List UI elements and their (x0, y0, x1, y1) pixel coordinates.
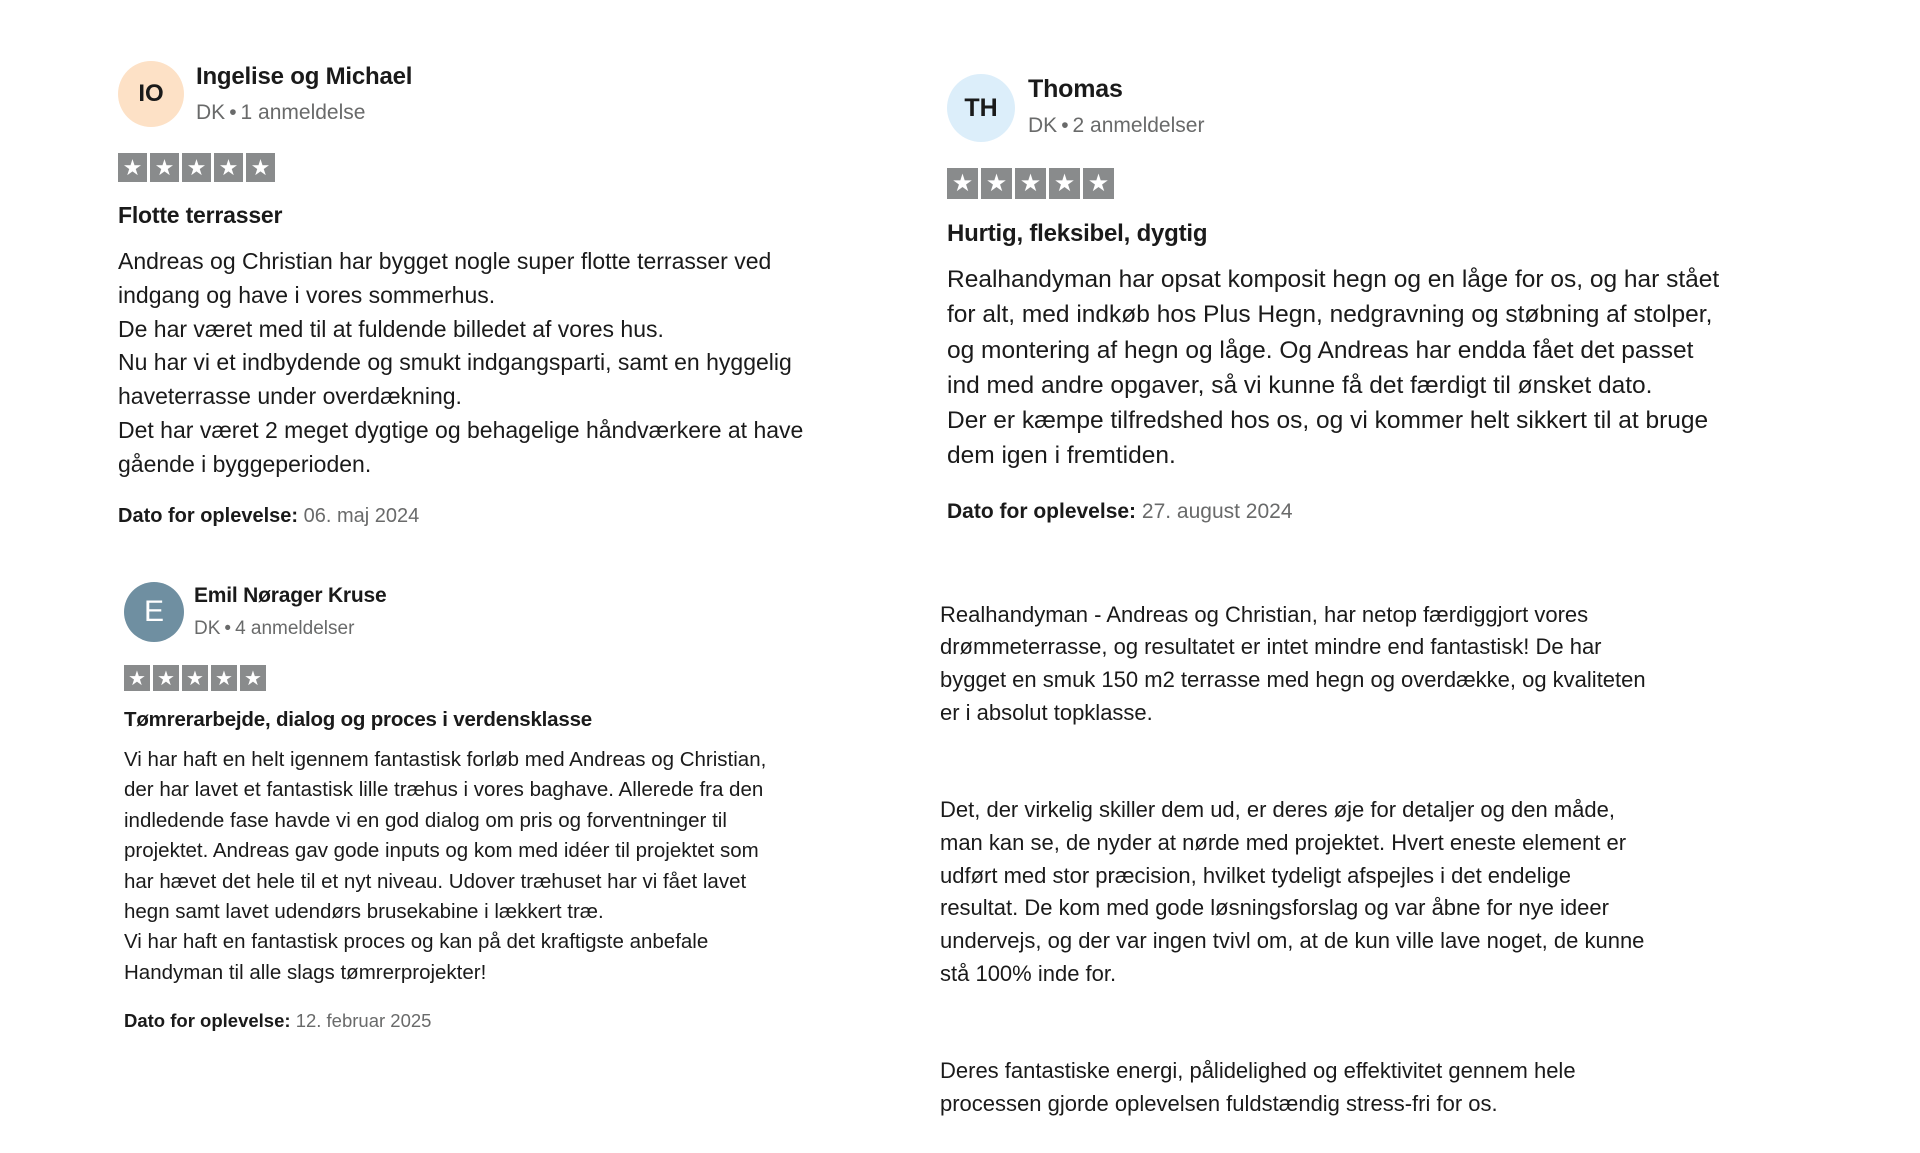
reviewer-country: DK (1028, 114, 1058, 137)
meta-separator: • (229, 101, 237, 124)
star-icon: ★ (1049, 168, 1080, 199)
review-body: Vi har haft en helt igennem fantastisk forløb med Andreas og Christian, der har lavet et fantastisk lille træhus i vores baghave. Allerede fra den indledende fase havde vi en god dialog om pris og forventninger til projektet. Andreas gav gode inputs og kom med idéer til projektet som har hævet det hele til et nyt niveau. Udover træhuset har vi fået lavet hegn samt lavet udendørs brusekabine i lækkert træ. Vi har haft en fantastisk proces og kan på det kraftigste anbefale Handyman til alle slags tømrerprojekter! (124, 748, 767, 984)
star-icon: ★ (246, 153, 275, 182)
star-icon: ★ (1015, 168, 1046, 199)
avatar[interactable] (124, 582, 184, 642)
reviewer-review-count[interactable]: 1 anmeldelse (240, 101, 366, 124)
star-icon: ★ (240, 665, 266, 691)
star-icon: ★ (153, 665, 179, 691)
review-title[interactable]: Tømrerarbejde, dialog og proces i verdensklasse (124, 708, 592, 731)
reviewer-review-count[interactable]: 4 anmeldelser (235, 618, 355, 639)
star-icon: ★ (150, 153, 179, 182)
reviewer-name[interactable]: Ingelise og Michael (196, 63, 413, 90)
experience-date (124, 1010, 431, 1032)
star-icon: ★ (182, 153, 211, 182)
avatar-initials: E (143, 595, 164, 628)
review-paragraph: Realhandyman - Andreas og Christian, har netop færdiggjort vores drømmeterrasse, og resultatet er intet mindre end fantastisk! De har bygget en smuk 150 m2 terrasse med hegn og overdække, og kvaliteten er i absolut topklasse. (940, 601, 1646, 725)
experience-label: Dato for oplevelse: (124, 1010, 291, 1031)
reviewer-name[interactable]: Emil Nørager Kruse (194, 584, 387, 607)
avatar[interactable] (118, 61, 184, 127)
review-paragraph: Deres fantastiske energi, pålidelighed og effektivitet gennem hele processen gjorde oplevelsen fuldstændig stress-fri for os. (940, 1058, 1576, 1116)
star-icon: ★ (1083, 168, 1114, 199)
experience-label: Dato for oplevelse: (947, 500, 1137, 523)
star-icon: ★ (947, 168, 978, 199)
reviewer-country: DK (194, 618, 221, 639)
star-icon: ★ (981, 168, 1012, 199)
star-rating (118, 153, 275, 182)
review-paragraph: Det, der virkelig skiller dem ud, er deres øje for detaljer og den måde, man kan se, de nyder at nørde med projektet. Hvert eneste element er udført med stor præcision, hvilket tydeligt afspejles i det endelige resultat. De kom med gode løsningsforslag og var åbne for nye ideer undervejs, og der var ingen tvivl om, at de kun ville lave noget, de kunne stå 100% inde for. (940, 797, 1645, 986)
review-body: Realhandyman har opsat komposit hegn og en låge for os, og har stået for alt, med indkøb hos Plus Hegn, nedgravning og støbning af stolper, og montering af hegn og låge. Og Andreas har endda fået det passet ind med andre opgaver, så vi kunne få det færdigt til ønsket dato. Der er kæmpe tilfredshed hos os, og vi kommer helt sikkert til at bruge dem igen i fremtiden. (947, 266, 1720, 470)
star-icon: ★ (124, 665, 150, 691)
reviewer-review-count[interactable]: 2 anmeldelser (1072, 114, 1205, 137)
review-text-block (940, 566, 1840, 1153)
experience-value: 12. februar 2025 (295, 1010, 432, 1031)
experience-label: Dato for oplevelse: (118, 505, 299, 527)
experience-date (118, 505, 419, 528)
experience-value: 27. august 2024 (1141, 500, 1293, 523)
avatar-initials: IO (138, 80, 164, 107)
reviewer-meta (196, 101, 365, 125)
review-title[interactable]: Flotte terrasser (118, 202, 283, 228)
reviewer-meta (194, 618, 354, 640)
review-body: Andreas og Christian har bygget nogle super flotte terrasser ved indgang og have i vores sommerhus. De har været med til at fuldende billedet af vores hus. Nu har vi et indbydende og smukt indgangsparti, samt en hyggelig haveterrasse under overdækning. Det har været 2 meget dygtige og behagelige håndværkere at have gående i byggeperioden. (118, 248, 804, 477)
star-rating (947, 168, 1114, 199)
avatar-initials: TH (964, 93, 998, 122)
reviewer-name[interactable]: Thomas (1028, 75, 1123, 103)
star-rating (124, 665, 266, 691)
experience-date (947, 500, 1293, 524)
experience-value: 06. maj 2024 (303, 505, 420, 527)
star-icon: ★ (211, 665, 237, 691)
star-icon: ★ (214, 153, 243, 182)
star-icon: ★ (182, 665, 208, 691)
avatar[interactable] (947, 74, 1015, 142)
reviewer-meta (1028, 114, 1204, 138)
reviewer-country: DK (196, 101, 226, 124)
meta-separator: • (1061, 114, 1069, 137)
meta-separator: • (224, 618, 232, 639)
review-title[interactable]: Hurtig, fleksibel, dygtig (947, 220, 1208, 247)
star-icon: ★ (118, 153, 147, 182)
